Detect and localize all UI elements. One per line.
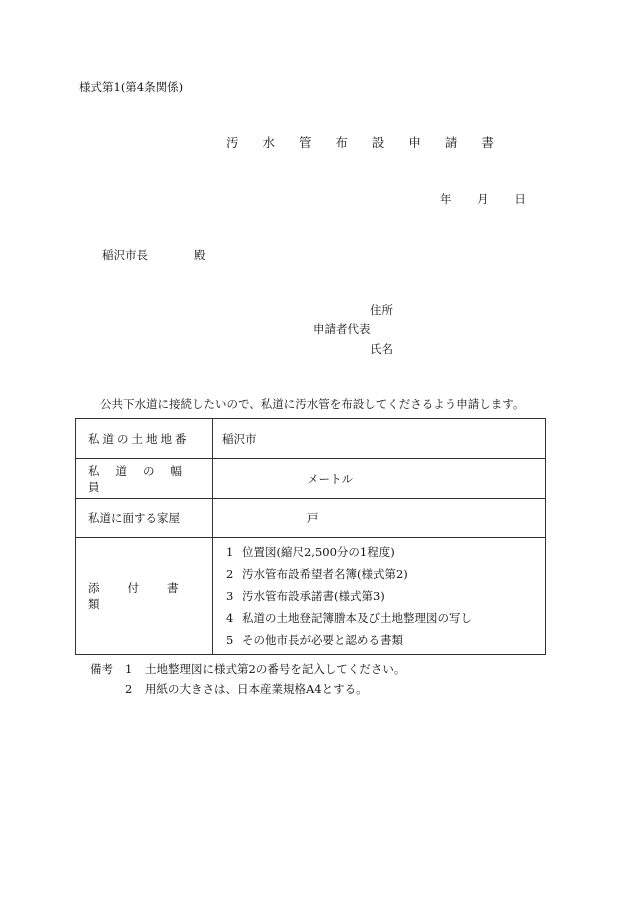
list-item: 5 その他市長が必要と認める書類 [226,633,403,647]
addressee-name: 稲沢市長 [102,248,148,262]
row-value-land-lot: 稲沢市 [213,419,546,459]
table-row [76,459,546,499]
row-label-road-width: 私道の幅員 [76,459,213,499]
attachments-list [213,538,546,655]
addressee [102,250,206,262]
date-day-label: 日 [514,192,526,206]
addressee-honorific: 殿 [194,248,206,262]
table-row [76,499,546,538]
table-row [76,419,546,459]
request-statement: 公共下水道に接続したいので、私道に汚水管を布設してくださるよう申請します。 [100,397,525,411]
row-label-houses: 私道に面する家屋 [76,499,213,538]
date-month-label: 月 [477,192,489,206]
table-row [76,538,546,655]
list-item: 2 汚水管布設希望者名簿(様式第2) [226,567,408,581]
list-item: 3 汚水管布設承諾書(様式第3) [226,589,385,603]
form-number: 様式第1(第4条関係) [79,80,184,94]
remark-item: 2 用紙の大きさは、日本産業規格A4とする。 [125,682,368,696]
row-label-land-lot: 私道の土地地番 [76,419,213,459]
remark-item: 1 土地整理図に様式第2の番号を記入してください。 [125,662,406,676]
row-value-road-width: メートル [213,459,546,499]
row-value-houses: 戸 [213,499,546,538]
applicant-representative-label: 申請者代表 [313,322,371,336]
list-item: 1 位置図(縮尺2,500分の1程度) [226,545,395,559]
remarks-label: 備考 [90,662,113,676]
list-item: 4 私道の土地登記簿謄本及び土地整理図の写し [226,611,472,625]
application-table [75,418,546,655]
applicant-name-label: 氏名 [370,342,393,356]
date-line [440,194,526,206]
date-year-label: 年 [440,192,452,206]
applicant-address-label: 住所 [370,303,393,317]
document-title: 汚 水 管 布 設 申 請 書 [226,135,504,150]
row-label-attachments: 添付書類 [76,538,213,655]
